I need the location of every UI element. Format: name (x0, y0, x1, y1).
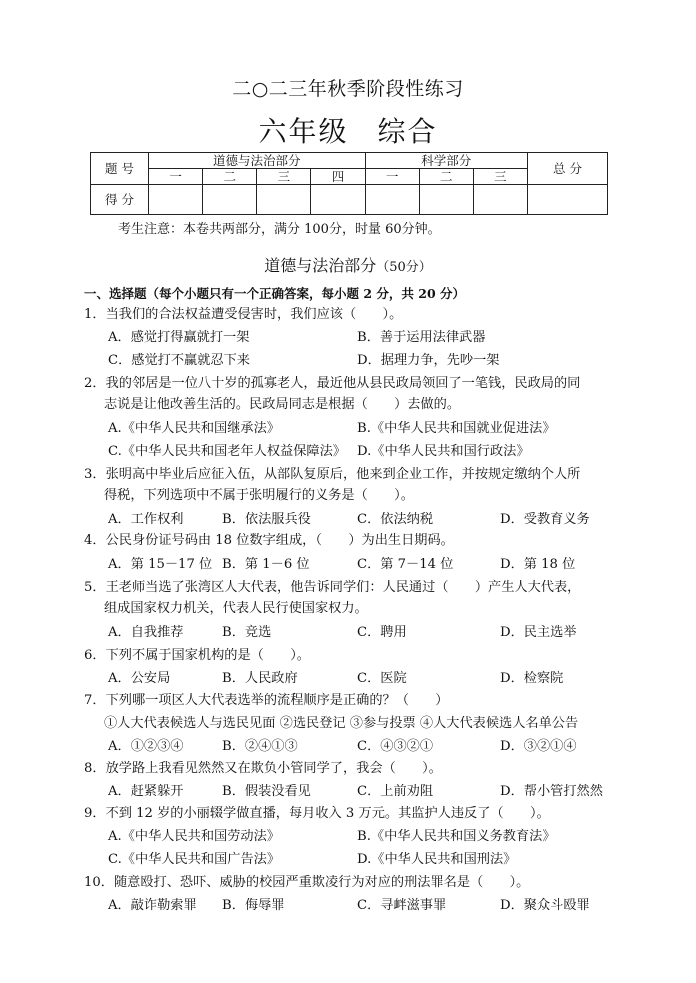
exam-subtitle: 六年级 综合 (258, 115, 438, 148)
answer-option[interactable]: D．检察院 (500, 671, 564, 686)
score-table-group-morality: 道德与法治部分 (149, 153, 366, 169)
score-cell-total[interactable] (528, 185, 608, 215)
answer-option[interactable]: C．医院 (357, 671, 407, 686)
exam-title: 二○二三年秋季阶段性练习 (232, 78, 464, 100)
question-stem-continued: 志说是让他改善生活的。民政局同志是根据（ ）去做的。 (104, 397, 461, 412)
score-table-col: 二 (419, 169, 473, 185)
section-heading (0, 253, 696, 276)
answer-option[interactable]: A．自我推荐 (108, 625, 184, 640)
score-table-row-label-score: 得 分 (91, 185, 149, 215)
answer-option[interactable]: C.《中华人民共和国老年人权益保障法》 (108, 444, 346, 459)
score-table-col: 一 (149, 169, 203, 185)
answer-option[interactable]: B．第 1－6 位 (222, 557, 310, 572)
answer-option[interactable]: C．寻衅滋事罪 (357, 898, 447, 913)
answer-option[interactable]: D.《中华人民共和国刑法》 (357, 852, 517, 867)
question-stem: 2．我的邻居是一位八十岁的孤寡老人，最近他从县民政局领回了一笔钱，民政局的同 (84, 376, 581, 391)
score-table-total: 总 分 (528, 153, 608, 185)
question-stem: 10．随意殴打、恐吓、威胁的校园严重欺凌行为对应的刑法罪名是（ ）。 (84, 875, 530, 890)
answer-option[interactable]: C．依法纳税 (357, 512, 434, 527)
answer-option[interactable]: C.《中华人民共和国广告法》 (108, 852, 281, 867)
question-stem: 4．公民身份证号码由 18 位数字组成，（ ）为出生日期码。 (84, 533, 454, 548)
answer-option[interactable]: D．帮小管打然然 (500, 784, 603, 799)
question-stem: 5．王老师当选了张湾区人大代表，他告诉同学们：人民通过（ ）产生人大代表， (84, 580, 581, 595)
answer-option[interactable]: A．第 15－17 位 (108, 557, 213, 572)
score-cell[interactable] (149, 185, 203, 215)
answer-option[interactable]: B.《中华人民共和国就业促进法》 (357, 421, 556, 436)
answer-option[interactable]: B．竞选 (222, 625, 272, 640)
question-stem: 6．下列不属于国家机构的是（ ）。 (84, 648, 310, 663)
question-stem-continued: 组成国家权力机关，代表人民行使国家权力。 (104, 601, 368, 616)
score-table-col: 四 (311, 169, 365, 185)
answer-option[interactable]: A．①②③④ (108, 739, 184, 754)
question-stem: 8．放学路上我看见然然又在欺负小管同学了，我会（ ）。 (84, 761, 442, 776)
score-cell[interactable] (203, 185, 257, 215)
exam-notice: 考生注意：本卷共两部分，满分 100分，时量 60分钟。 (118, 222, 441, 237)
answer-option[interactable]: C．第 7－14 位 (357, 557, 454, 572)
answer-option[interactable]: B．依法服兵役 (222, 512, 311, 527)
score-table-col: 三 (257, 169, 311, 185)
answer-option[interactable]: A.《中华人民共和国劳动法》 (108, 829, 280, 844)
answer-option[interactable]: A．感觉打得赢就打一架 (108, 330, 250, 345)
answer-option[interactable]: B．②④①③ (222, 739, 298, 754)
question-stem: 1．当我们的合法权益遭受侵害时，我们应该（ ）。 (84, 307, 403, 322)
answer-option[interactable]: B．侮辱罪 (222, 898, 285, 913)
answer-option[interactable]: C．感觉打不赢就忍下来 (108, 353, 250, 368)
question-stem-continued: ①人大代表候选人与选民见面 ②选民登记 ③参与投票 ④人大代表候选人名单公告 (104, 716, 579, 731)
answer-option[interactable]: B．人民政府 (222, 671, 298, 686)
score-cell[interactable] (365, 185, 419, 215)
answer-option[interactable]: A．敲诈勒索罪 (108, 898, 197, 913)
answer-option[interactable]: D．聚众斗殴罪 (500, 898, 590, 913)
question-stem: 9．不到 12 岁的小丽辍学做直播，每月收入 3 万元。其监护人违反了（ ）。 (84, 806, 550, 821)
answer-option[interactable]: C．④③②① (357, 739, 434, 754)
question-stem: 7．下列哪一项区人大代表选举的流程顺序是正确的？（ ） (84, 693, 449, 708)
answer-option[interactable]: C．聘用 (357, 625, 407, 640)
section-title: 道德与法治部分 (264, 256, 377, 275)
question-stem: 3．张明高中毕业后应征入伍，从部队复原后，他来到企业工作，并按规定缴纳个人所 (84, 467, 581, 482)
answer-option[interactable]: B．善于运用法律武器 (357, 330, 486, 345)
answer-option[interactable]: A．赶紧躲开 (108, 784, 184, 799)
score-table (90, 152, 608, 215)
answer-option[interactable]: D.《中华人民共和国行政法》 (357, 444, 530, 459)
part-heading: 一、选择题（每个小题只有一个正确答案，每小题 2 分，共 20 分） (84, 286, 466, 301)
score-table-col: 二 (203, 169, 257, 185)
score-cell[interactable] (419, 185, 473, 215)
score-table-col: 一 (365, 169, 419, 185)
section-points: （50分） (376, 260, 432, 275)
answer-option[interactable]: A.《中华人民共和国继承法》 (108, 421, 280, 436)
answer-option[interactable]: A．工作权利 (108, 512, 184, 527)
score-table-group-science: 科学部分 (365, 153, 527, 169)
answer-option[interactable]: D．据理力争，先吵一架 (357, 353, 500, 368)
question-stem-continued: 得税，下列选项中不属于张明履行的义务是（ ）。 (104, 488, 414, 503)
score-table-row-label-number: 题 号 (91, 153, 149, 185)
answer-option[interactable]: D．受教育义务 (500, 512, 590, 527)
answer-option[interactable]: C．上前劝阻 (357, 784, 434, 799)
answer-option[interactable]: D．第 18 位 (500, 557, 576, 572)
answer-option[interactable]: B．假装没看见 (222, 784, 311, 799)
score-cell[interactable] (257, 185, 311, 215)
answer-option[interactable]: B.《中华人民共和国义务教育法》 (357, 829, 556, 844)
answer-option[interactable]: A．公安局 (108, 671, 171, 686)
score-cell[interactable] (311, 185, 365, 215)
score-cell[interactable] (473, 185, 527, 215)
answer-option[interactable]: D．③②①④ (500, 739, 577, 754)
score-table-col: 三 (473, 169, 527, 185)
answer-option[interactable]: D．民主选举 (500, 625, 577, 640)
